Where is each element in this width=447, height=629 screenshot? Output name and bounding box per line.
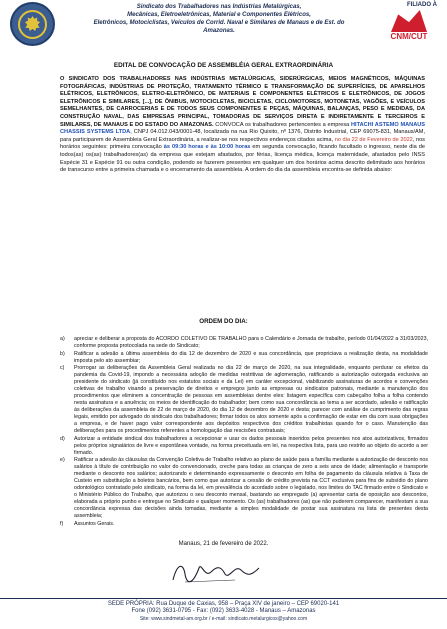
letterhead-line: Mecânicas, Eletroeletrônicas, Material e Componentes Elétricos, bbox=[127, 12, 311, 18]
letterhead-text bbox=[68, 3, 370, 35]
intro-text: em segunda convocação, ficando facultado o ingresso, neste dia de todos(as) os(as) trabalhadores(as) da empresa que estejam afastados, por férias, licença médica, licença maternidade, afastados pelo INSS Espécie 31 e Espécie 91 ou outra condição, podendo se fazerem presentes em qualquer um dos horários acima descrito delimitado aos horários de transcurso entre a primeira chamada e o encerramento da assembleia. A ordem do dia da assembleia encontra-se definida abaixo: bbox=[60, 144, 425, 174]
intro-text: , nos horários seguintes: primeira convocação bbox=[60, 136, 425, 151]
assembly-date: no dia 22 de Fevereiro de 2022 bbox=[334, 136, 413, 143]
agenda-item bbox=[60, 351, 428, 365]
cnm-logo-shape bbox=[391, 10, 427, 32]
agenda-item-text: Autorizar a entidade sindical dos trabalhadores a recepcionar e usar os dados pessoais inseridos pelos presentes nos atos autorizativos, firmados pelos próprios signatários de livre e espontânea vontade, na forma preceituada em lei, na respectiva lista, para uso restrito ao objeto do acordo a ser firmado. bbox=[74, 435, 428, 456]
footer bbox=[0, 601, 447, 623]
letterhead-line: Amazonas. bbox=[203, 28, 235, 34]
agenda-item bbox=[60, 457, 428, 520]
company-name: HITACHI ASTEMO MANAUS CHASSIS SYSTEMS LTDA bbox=[60, 121, 426, 136]
letterhead bbox=[0, 0, 447, 50]
document-title: EDITAL DE CONVOCAÇÃO DE ASSEMBLÉIA GERAL EXTRAORDINÁRIA bbox=[113, 62, 334, 69]
affiliation-label: FILIADO À bbox=[407, 2, 437, 8]
agenda-item-text: apreciar e deliberar a proposta do ACORDO COLETIVO DE TRABALHO para o Calendário e Jornada de trabalho, período 01/04/2022 a 31/03/2023, conforme proposta protocolada na sede do Sindicato; bbox=[74, 336, 428, 349]
agenda-item-letter: d) bbox=[60, 435, 65, 442]
agenda-item-letter: f) bbox=[60, 520, 64, 527]
agenda-item-letter: b) bbox=[60, 350, 65, 357]
agenda-item bbox=[60, 521, 428, 528]
convocation-paragraph bbox=[60, 76, 425, 175]
agenda-item-letter: c) bbox=[60, 365, 65, 371]
agenda-list bbox=[60, 336, 428, 528]
footer-address: SEDE PRÓPRIA: Rua Duque de Caxias, 958 – Praça XIV de janeiro – CEP 69020-141 bbox=[107, 601, 340, 607]
intro-text: CONVOCA os trabalhadores pertencentes a empresa bbox=[213, 121, 351, 128]
agenda-item bbox=[60, 336, 428, 350]
union-logo bbox=[10, 2, 55, 46]
agenda-item-text: Ratificar a adesão às cláusulas da Convenção Coletiva de Trabalho relativo ao plano de saúde para a família mediante a autorização de desconto nos salários à título de contribuição no valor do convencionado, creche para todas as crianças de zero a seis anos de idade; alimentação e transporte mediante o desconto nos salários; autorizando e determinando expressamente o desconto em folha de pagamento da cláusula relativa à Taxa de Custeio em substituição a boletos bancários, bem como que autorizar a cessão de crédito prevista na CCT exclusiva para fins de subsídio do plano odontológico contratado pelo sindicato, na forma da lei, em prevalência do acordado sobre o legislado, nos limites do TAC firmado entre o Sindicato e o Ministério Público do Trabalho, que autorizou o seu desconto mensal, bastando ao empregado (a) apresentar carta de oposição aos descontos, elaborada a próprio punho e entregue no Sindicato e qualquer momento. Os (as) trabalhadores (as) que não puderem comparecer, manifestam a sua concordância expressa das decisões ainda tomadas, mediante a simples modalidade de postar sua assinatura na lista de presentes desta assembleia; bbox=[74, 457, 428, 519]
place-and-date: Manaus, 21 de fevereiro de 2022. bbox=[178, 541, 269, 547]
agenda-item-text: Prorrogar as deliberações da Assembleia Geral realizada no dia 22 de março de 2020, na sua integralidade, enquanto perdurar os efeitos da pandemia da Covid-19, impondo a necessária adoção de medidas restritivas de aglomeração, ratificando a autorização outorgada exclusiva ao presidente do sindicato (já constituído nos estatutos sociais e da Lei) em caráter excepcional, viabilizando assinaturas de acordos e convenções coletivas de trabalho visando a preservação de direitos e empregos junto as empresas ou sindicatos patronais, mediante a manutenção dos procedimentos que eliminem a concentração de pessoas em assembleias dentre eles: listagem específica com cabeçalho folha a folha contendo nesta assinatura e a anuência; os meios de identificação do trabalhador; bem como sua concordância ao tema a ser acordado, adesão e ratificação às deliberações da assembleia de 22 de março de 2020, do dia 12 de dezembro de 2020 e desta; parecer com análise de cumprimento das regras legais, emitido por advogado do sindicato dos trabalhadores; firmar todos os atos somente após a confirmação de estar em dia com suas obrigações a empresa, e de haver pago valor correspondente aos depósitos respectivos dos créditos trabalhistas quando for o caso. Manutenção das deliberações para os procedimentos referentes a homologação das rescisões contratuais; bbox=[74, 365, 428, 434]
agenda-item bbox=[60, 365, 428, 435]
cnm-cut-logo bbox=[377, 4, 441, 46]
agenda-item-letter: a) bbox=[60, 336, 65, 342]
agenda-item-text: Ratificar a adesão a última assembleia do dia 12 de dezembro de 2020 e sua concordância, que propriciava a realização desta, na modalidade imposta pelo ato assembiar; bbox=[74, 350, 428, 364]
letterhead-line: Sindicato dos Trabalhadores nas Indústrias Metalúrgicas, bbox=[136, 4, 302, 10]
cnm-cut-label: CNM/CUT bbox=[390, 32, 428, 41]
footer-web: Site: www.sindmetal-am.org.br / e-mail: sindicato.metalurgicos@yahoo.com bbox=[139, 615, 308, 622]
agenda-item-text: Assuntos Gerais. bbox=[74, 520, 115, 527]
assembly-times: às 09:30 horas e às 10:00 horas bbox=[163, 144, 251, 151]
intro-text: , CNPJ 04.012.043/0001-48, localizada na rua Rio Quixito, nº 1376, Distrito Industrial, CEP 69075-831, Manaus/AM, para participarem de Assembleia Geral Extraordinária, a realizar-se nos respectivos endereços citados acima, bbox=[60, 129, 426, 143]
union-name: O SINDICATO DOS TRABALHADORES NAS INDÚSTRIAS METALÚRGICAS, SIDERÚRGICAS, MEIOS MAGNÉTICOS, MÁQUINAS FOTOGRÁFICAS, INDÚSTRIAS DE PROTEÇÃO, TRATAMENTO TÉRMICO E TRANSFORMAÇÃO DE SUPERFÍCIES, DE APARELHOS ELÉTRICOS, ELETRÔNICOS, ELETRO-ELETRÔNICO, DE MATERIAIS E COMPONENTES ELÉTRICOS E ELETRÔNICOS, DE JOGOS ELETRÔNICOS E SIMILARES, [...], DE ÔNIBUS, MOTOCICLETAS, BICICLETAS, CICLOMOTORES, MOTONETAS, VAGÕES, E VEÍCULOS SEMELHANTES, DE CARROCERIAS E DE TODOS SEUS COMPONENTES E PEÇAS, MÁQUINAS, BALANÇAS, PESO E MEDIDAS, DA CONSTRUÇÃO NAVAL, DAS EMPRESAS PRINCIPAL, TOMADORAS DE SERVIÇOS DIRETA E INDIRETAMENTE E TERCEIROS E SIMILARES, DE MANAUS E DO ESTADO DO AMAZONAS. bbox=[60, 76, 425, 128]
agenda-item-letter: e) bbox=[60, 457, 65, 463]
footer-phone: Fone (092) 3631-0795 - Fax: (092) 3633-4028 - Manaus – Amazonas bbox=[131, 608, 316, 615]
agenda-item bbox=[60, 436, 428, 457]
letterhead-line: Eletrônicos, Motociclistas, Veículos de Corrid. Naval e Similares de Manaus e de Est. do bbox=[93, 20, 345, 26]
handwritten-signature bbox=[165, 558, 265, 588]
agenda-title: ORDEM DO DIA: bbox=[199, 318, 248, 325]
footer-divider bbox=[0, 598, 447, 599]
